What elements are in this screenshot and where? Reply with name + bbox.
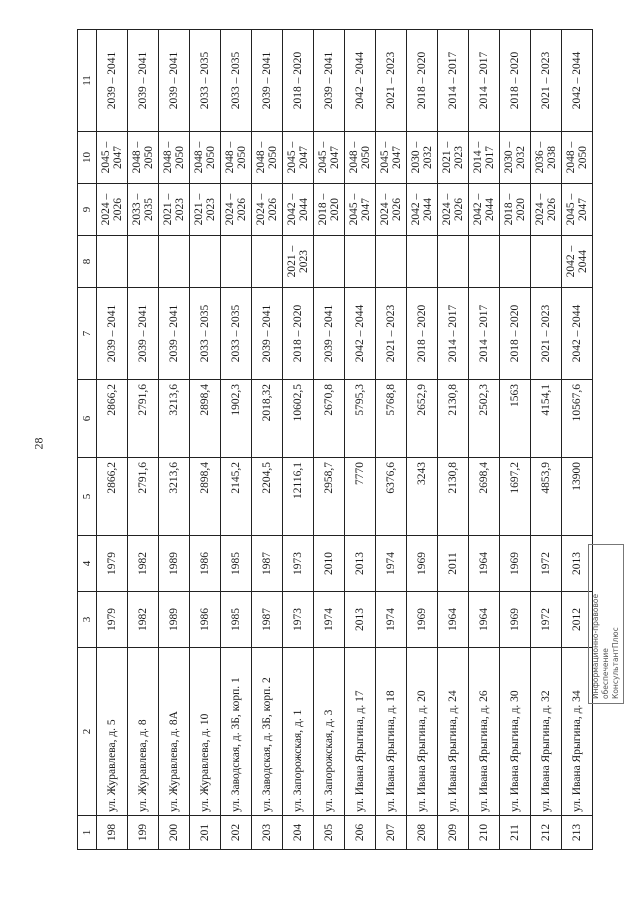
- period-col10-cell: 2036 – 2038: [531, 132, 562, 184]
- column-header: 5: [78, 458, 97, 536]
- commissioning-year-cell: 1974: [376, 536, 407, 592]
- repair-period-cell: 2033 – 2035: [190, 288, 221, 380]
- row-number-cell: 211: [500, 816, 531, 850]
- stamp-line: обеспечение: [601, 648, 610, 699]
- address-cell: ул. Журавлева, д. 8А: [159, 648, 190, 816]
- period-col11-cell: 2039 – 2041: [159, 30, 190, 132]
- total-area-cell: 4853,9: [531, 458, 562, 536]
- column-number-row: [78, 30, 97, 850]
- period-col9-cell: 2024 – 2026: [531, 184, 562, 236]
- period-col10-cell: 2045 – 2047: [376, 132, 407, 184]
- address-cell: ул. Ивана Ярыгина, д. 32: [531, 648, 562, 816]
- period-col8-cell: [159, 236, 190, 288]
- total-area-cell: 1697,2: [500, 458, 531, 536]
- living-area-cell: 1902,3: [221, 380, 252, 458]
- row-number-cell: 207: [376, 816, 407, 850]
- living-area-cell: 5795,3: [345, 380, 376, 458]
- total-area-cell: 6376,6: [376, 458, 407, 536]
- address-cell: ул. Ивана Ярыгина, д. 30: [500, 648, 531, 816]
- period-col8-cell: 2042 – 2044: [562, 236, 593, 288]
- period-col8-cell: [221, 236, 252, 288]
- period-col9-cell: 2042 – 2044: [469, 184, 500, 236]
- period-col10-cell: 2014 – 2017: [469, 132, 500, 184]
- commissioning-year-cell: 1973: [283, 536, 314, 592]
- row-number-cell: 204: [283, 816, 314, 850]
- construction-year-cell: 1982: [128, 592, 159, 648]
- period-col8-cell: [531, 236, 562, 288]
- period-col8-cell: 2021 – 2023: [283, 236, 314, 288]
- column-header: 9: [78, 184, 97, 236]
- living-area-cell: 2866,2: [97, 380, 128, 458]
- repair-period-cell: 2033 – 2035: [221, 288, 252, 380]
- address-cell: ул. Ивана Ярыгина, д. 17: [345, 648, 376, 816]
- period-col8-cell: [438, 236, 469, 288]
- commissioning-year-cell: 1969: [407, 536, 438, 592]
- period-col8-cell: [314, 236, 345, 288]
- construction-year-cell: 1987: [252, 592, 283, 648]
- construction-year-cell: 1985: [221, 592, 252, 648]
- table-row: [221, 30, 252, 850]
- commissioning-year-cell: 2013: [562, 536, 593, 592]
- period-col9-cell: 2024 – 2026: [221, 184, 252, 236]
- period-col10-cell: 2030 – 2032: [500, 132, 531, 184]
- period-col8-cell: [469, 236, 500, 288]
- address-cell: ул. Журавлева, д. 8: [128, 648, 159, 816]
- commissioning-year-cell: 1989: [159, 536, 190, 592]
- address-cell: ул. Ивана Ярыгина, д. 34: [562, 648, 593, 816]
- address-cell: ул. Заводская, д. 3Б, корп. 2: [252, 648, 283, 816]
- column-header: 1: [78, 816, 97, 850]
- commissioning-year-cell: 1982: [128, 536, 159, 592]
- period-col8-cell: [128, 236, 159, 288]
- period-col11-cell: 2021 – 2023: [531, 30, 562, 132]
- address-cell: ул. Ивана Ярыгина, д. 20: [407, 648, 438, 816]
- repair-period-cell: 2018 – 2020: [500, 288, 531, 380]
- total-area-cell: 2130,8: [438, 458, 469, 536]
- period-col9-cell: 2024 – 2026: [376, 184, 407, 236]
- period-col9-cell: 2018 – 2020: [314, 184, 345, 236]
- table-row: [159, 30, 190, 850]
- construction-year-cell: 1989: [159, 592, 190, 648]
- living-area-cell: 3213,6: [159, 380, 190, 458]
- commissioning-year-cell: 1969: [500, 536, 531, 592]
- period-col8-cell: [500, 236, 531, 288]
- table-row: [314, 30, 345, 850]
- period-col11-cell: 2014 – 2017: [469, 30, 500, 132]
- row-number-cell: 203: [252, 816, 283, 850]
- commissioning-year-cell: 2010: [314, 536, 345, 592]
- table-row: [531, 30, 562, 850]
- total-area-cell: 3213,6: [159, 458, 190, 536]
- column-header: 8: [78, 236, 97, 288]
- repair-period-cell: 2042 – 2044: [562, 288, 593, 380]
- column-header: 2: [78, 648, 97, 816]
- column-header: 10: [78, 132, 97, 184]
- total-area-cell: 2898,4: [190, 458, 221, 536]
- period-col9-cell: 2024 – 2026: [438, 184, 469, 236]
- repair-period-cell: 2042 – 2044: [345, 288, 376, 380]
- table-body: [97, 30, 593, 850]
- column-header: 4: [78, 536, 97, 592]
- table-row: [190, 30, 221, 850]
- total-area-cell: 3243: [407, 458, 438, 536]
- stamp-line: КонсультантПлюс: [611, 627, 620, 699]
- period-col8-cell: [345, 236, 376, 288]
- commissioning-year-cell: 2013: [345, 536, 376, 592]
- table-row: [407, 30, 438, 850]
- period-col9-cell: 2021 – 2023: [190, 184, 221, 236]
- commissioning-year-cell: 1972: [531, 536, 562, 592]
- stamp-line: Информационно-правовое: [591, 593, 600, 699]
- period-col8-cell: [407, 236, 438, 288]
- period-col10-cell: 2045 – 2047: [314, 132, 345, 184]
- repair-period-cell: 2018 – 2020: [283, 288, 314, 380]
- row-number-cell: 198: [97, 816, 128, 850]
- period-col9-cell: 2024 – 2026: [97, 184, 128, 236]
- construction-year-cell: 1969: [500, 592, 531, 648]
- living-area-cell: 2898,4: [190, 380, 221, 458]
- period-col9-cell: 2045 – 2047: [345, 184, 376, 236]
- commissioning-year-cell: 1979: [97, 536, 128, 592]
- housing-registry-table: [77, 29, 593, 850]
- construction-year-cell: 1964: [469, 592, 500, 648]
- total-area-cell: 2145,2: [221, 458, 252, 536]
- period-col10-cell: 2048 – 2050: [159, 132, 190, 184]
- living-area-cell: 5768,8: [376, 380, 407, 458]
- period-col10-cell: 2045 – 2047: [283, 132, 314, 184]
- period-col11-cell: 2042 – 2044: [562, 30, 593, 132]
- repair-period-cell: 2014 – 2017: [469, 288, 500, 380]
- table-row: [128, 30, 159, 850]
- table-row: [345, 30, 376, 850]
- living-area-cell: 10567,6: [562, 380, 593, 458]
- total-area-cell: 2958,7: [314, 458, 345, 536]
- address-cell: ул. Ивана Ярыгина, д. 18: [376, 648, 407, 816]
- commissioning-year-cell: 2011: [438, 536, 469, 592]
- construction-year-cell: 1973: [283, 592, 314, 648]
- construction-year-cell: 1974: [376, 592, 407, 648]
- row-number-cell: 212: [531, 816, 562, 850]
- period-col9-cell: 2021 – 2023: [159, 184, 190, 236]
- row-number-cell: 206: [345, 816, 376, 850]
- row-number-cell: 213: [562, 816, 593, 850]
- row-number-cell: 208: [407, 816, 438, 850]
- table-row: [376, 30, 407, 850]
- table-row: [562, 30, 593, 850]
- period-col11-cell: 2039 – 2041: [252, 30, 283, 132]
- period-col11-cell: 2033 – 2035: [190, 30, 221, 132]
- commissioning-year-cell: 1964: [469, 536, 500, 592]
- living-area-cell: 4154,1: [531, 380, 562, 458]
- commissioning-year-cell: 1985: [221, 536, 252, 592]
- repair-period-cell: 2039 – 2041: [252, 288, 283, 380]
- period-col8-cell: [190, 236, 221, 288]
- period-col10-cell: 2048 – 2050: [252, 132, 283, 184]
- period-col11-cell: 2018 – 2020: [500, 30, 531, 132]
- period-col9-cell: 2042 – 2044: [283, 184, 314, 236]
- repair-period-cell: 2014 – 2017: [438, 288, 469, 380]
- construction-year-cell: 1964: [438, 592, 469, 648]
- table-row: [252, 30, 283, 850]
- period-col10-cell: 2030 – 2032: [407, 132, 438, 184]
- column-header: 6: [78, 380, 97, 458]
- construction-year-cell: 1979: [97, 592, 128, 648]
- total-area-cell: 2698,4: [469, 458, 500, 536]
- address-cell: ул. Заводская, д. 3Б, корп. 1: [221, 648, 252, 816]
- living-area-cell: 2502,3: [469, 380, 500, 458]
- period-col10-cell: 2048 – 2050: [562, 132, 593, 184]
- construction-year-cell: 1974: [314, 592, 345, 648]
- total-area-cell: 2204,5: [252, 458, 283, 536]
- table-row: [438, 30, 469, 850]
- living-area-cell: 2652,9: [407, 380, 438, 458]
- repair-period-cell: 2021 – 2023: [376, 288, 407, 380]
- construction-year-cell: 1986: [190, 592, 221, 648]
- total-area-cell: 2791,6: [128, 458, 159, 536]
- period-col10-cell: 2045 – 2047: [97, 132, 128, 184]
- row-number-cell: 199: [128, 816, 159, 850]
- period-col10-cell: 2048 – 2050: [128, 132, 159, 184]
- document-stamp: [588, 544, 624, 704]
- repair-period-cell: 2039 – 2041: [159, 288, 190, 380]
- table-row: [283, 30, 314, 850]
- period-col11-cell: 2039 – 2041: [128, 30, 159, 132]
- period-col10-cell: 2048 – 2050: [221, 132, 252, 184]
- construction-year-cell: 2013: [345, 592, 376, 648]
- total-area-cell: 2866,2: [97, 458, 128, 536]
- rotated-table-container: [77, 30, 589, 850]
- period-col10-cell: 2021 – 2023: [438, 132, 469, 184]
- row-number-cell: 200: [159, 816, 190, 850]
- living-area-cell: 10602,5: [283, 380, 314, 458]
- period-col11-cell: 2018 – 2020: [283, 30, 314, 132]
- address-cell: ул. Журавлева, д. 5: [97, 648, 128, 816]
- construction-year-cell: 1969: [407, 592, 438, 648]
- repair-period-cell: 2039 – 2041: [128, 288, 159, 380]
- commissioning-year-cell: 1986: [190, 536, 221, 592]
- table-row: [97, 30, 128, 850]
- period-col9-cell: 2024 – 2026: [252, 184, 283, 236]
- address-cell: ул. Ивана Ярыгина, д. 24: [438, 648, 469, 816]
- period-col11-cell: 2042 – 2044: [345, 30, 376, 132]
- period-col11-cell: 2039 – 2041: [314, 30, 345, 132]
- period-col9-cell: 2033 – 2035: [128, 184, 159, 236]
- repair-period-cell: 2021 – 2023: [531, 288, 562, 380]
- repair-period-cell: 2039 – 2041: [314, 288, 345, 380]
- living-area-cell: 2670,8: [314, 380, 345, 458]
- page-number: 28: [31, 437, 46, 450]
- total-area-cell: 13900: [562, 458, 593, 536]
- column-header: 3: [78, 592, 97, 648]
- total-area-cell: 7770: [345, 458, 376, 536]
- living-area-cell: 2130,8: [438, 380, 469, 458]
- period-col9-cell: 2045 – 2047: [562, 184, 593, 236]
- total-area-cell: 12116,1: [283, 458, 314, 536]
- table-row: [500, 30, 531, 850]
- row-number-cell: 205: [314, 816, 345, 850]
- period-col10-cell: 2048 – 2050: [345, 132, 376, 184]
- column-header: 11: [78, 30, 97, 132]
- period-col11-cell: 2021 – 2023: [376, 30, 407, 132]
- period-col8-cell: [252, 236, 283, 288]
- repair-period-cell: 2018 – 2020: [407, 288, 438, 380]
- construction-year-cell: 2012: [562, 592, 593, 648]
- address-cell: ул. Запорожская, д. 3: [314, 648, 345, 816]
- row-number-cell: 202: [221, 816, 252, 850]
- address-cell: ул. Ивана Ярыгина, д. 26: [469, 648, 500, 816]
- table-row: [469, 30, 500, 850]
- address-cell: ул. Запорожская, д. 1: [283, 648, 314, 816]
- period-col9-cell: 2018 – 2020: [500, 184, 531, 236]
- row-number-cell: 201: [190, 816, 221, 850]
- period-col11-cell: 2039 – 2041: [97, 30, 128, 132]
- period-col11-cell: 2033 – 2035: [221, 30, 252, 132]
- living-area-cell: 1563: [500, 380, 531, 458]
- period-col11-cell: 2018 – 2020: [407, 30, 438, 132]
- period-col10-cell: 2048 – 2050: [190, 132, 221, 184]
- period-col8-cell: [376, 236, 407, 288]
- commissioning-year-cell: 1987: [252, 536, 283, 592]
- construction-year-cell: 1972: [531, 592, 562, 648]
- period-col9-cell: 2042 – 2044: [407, 184, 438, 236]
- repair-period-cell: 2039 – 2041: [97, 288, 128, 380]
- column-header: 7: [78, 288, 97, 380]
- row-number-cell: 210: [469, 816, 500, 850]
- period-col11-cell: 2014 – 2017: [438, 30, 469, 132]
- living-area-cell: 2018,32: [252, 380, 283, 458]
- period-col8-cell: [97, 236, 128, 288]
- address-cell: ул. Журавлева, д. 10: [190, 648, 221, 816]
- living-area-cell: 2791,6: [128, 380, 159, 458]
- row-number-cell: 209: [438, 816, 469, 850]
